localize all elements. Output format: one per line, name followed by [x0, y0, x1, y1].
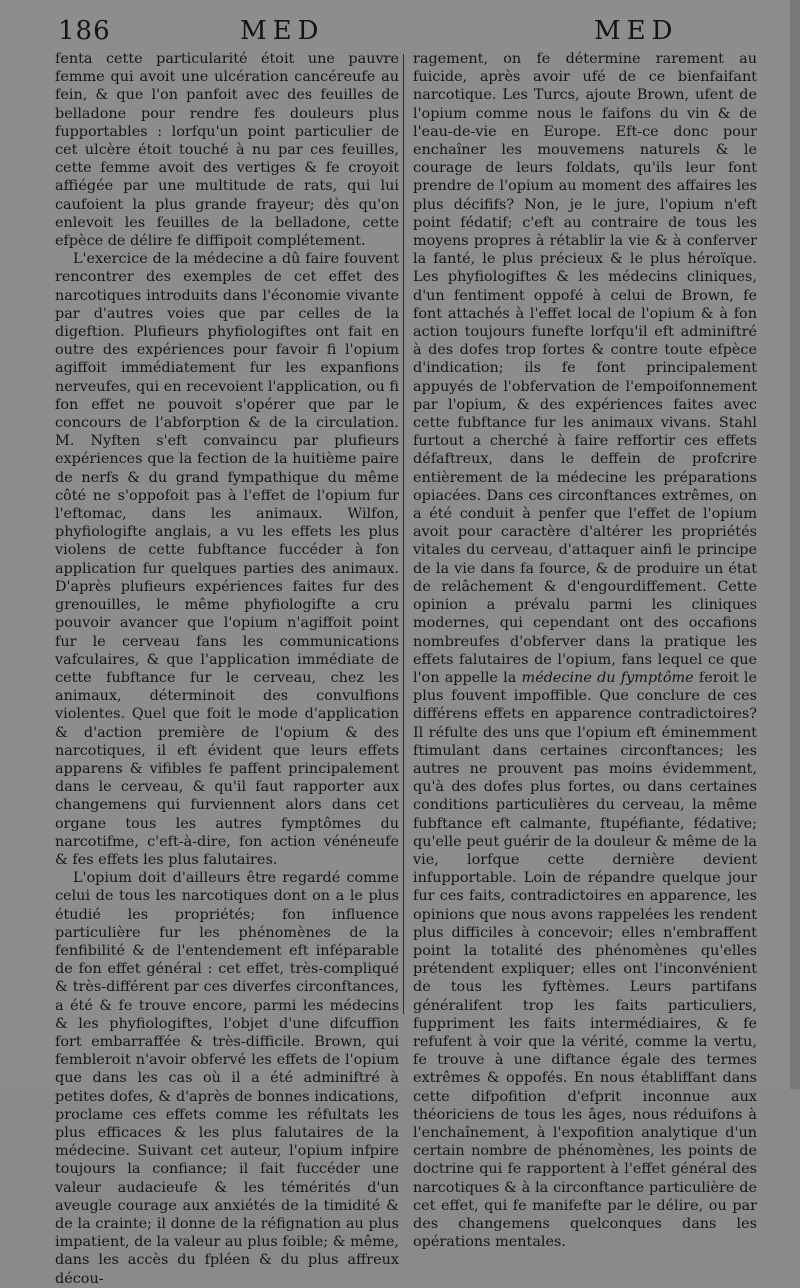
italic-term: médecine du fymptôme — [521, 669, 694, 686]
page-number: 186 — [58, 16, 111, 46]
paragraph-text: ragement, on fe détermine rarement au fuicide, après avoir ufé de ce bienfaifant narcotique. Les Turcs, ajoute Brown, ufent de l'opium comme nous le faifons du vin & de l'eau-de-vie en Europe. Eft-ce donc pour enchaîner les mouvemens naturels & le courage de leurs foldats, qu'ils leur font prendre de l'opium au moment des affaires les plus décififs? Non, je le jure, l'opium n'eft point fédatif; c'eft au contraire de tous les moyens propres à rétablir la vie & à conferver la fanté, le plus précieux & le plus héroïque. Les phyfiologiftes & les médecins cliniques, d'un fentiment oppofé à celui de Brown, fe font attachés à l'effet local de l'opium & à fon action toujours funefte lorfqu'il eft adminiftré à des dofes trop fortes & contre toute efpèce d'indication; ils fe font principalement appuyés de l'obfervation de l'empoifonnement par l'opium, & des expériences faites avec cette fubftance fur les animaux vivans. Stahl furtout a cherché à faire reffortir ces effets défaftreux, dans le deffein de profcrire entièrement de la médecine les préparations opiacées. Dans ces circonftances extrêmes, on a été conduit à penfer que l'effet de l'opium avoit pour caractère d'altérer les propriétés vitales du cerveau, d'attaquer ainfi le principe de la vie dans fa fource, & de produire un état de relâchement & d'engourdiffement. Cette opinion a prévalu parmi les cliniques modernes, qui cependant ont des occafions nombreufes d'obferver dans la pratique les effets falutaires de l'opium, fans lequel ce que l'on appelle la — [413, 51, 757, 686]
text-columns — [55, 50, 790, 1287]
left-column — [55, 50, 399, 1288]
page-header — [50, 14, 770, 50]
paragraph — [413, 50, 757, 1251]
page-edge — [790, 0, 800, 1089]
column-divider — [403, 54, 404, 1014]
paragraph: L'exercice de la médecine a dû faire fouvent rencontrer des exemples de cet effet des narcotiques introduits dans l'économie vivante par d'autres voies que par celles de la digeftion. Plufieurs phyfiologiftes ont fait en outre des expériences pour favoir fi l'opium agiffoit immédiatement fur les expanfions nerveufes, qui en recevoient l'application, ou fi fon effet ne pouvoit s'opérer que par le concours de l'abforption & de la circulation. M. Nyften s'eft convaincu par plufieurs expériences que la fection de la huitième paire de nerfs & du grand fympathique du même côté ne s'oppofoit pas à l'effet de l'opium fur l'eftomac, dans les animaux. Wilfon, phyfiologifte anglais, a vu les effets les plus violens de cette fubftance fuccéder à fon application fur quelques parties des animaux. D'après plufieurs expériences faites fur des grenouilles, le même phyfiologifte a cru pouvoir avancer que l'opium n'agiffoit point fur le cerveau fans les communications vafculaires, & que l'application immédiate de cette fubftance fur le cerveau, chez les animaux, déterminoit des convulfions violentes. Quel que foit le mode d'application & d'action première de l'opium & des narcotiques, il eft évident que leurs effets apparens & vifibles fe paffent principalement dans le cerveau, & qu'il faut rapporter aux changemens qui furviennent alors dans cet organe tous les autres fymptômes du narcotifme, c'eft-à-dire, fon action vénéneufe & fes effets les plus falutaires. — [55, 251, 399, 868]
paragraph: L'opium doit d'ailleurs être regardé comme celui de tous les narcotiques dont on a le plus étudié les propriétés; fon influence particulière fur les phénomènes de la fenfibilité & de l'entendement eft inféparable de fon effet général : cet effet, très-compliqué & très-différent par ces diverfes circonftances, a été & fe trouve encore, parmi les médecins & les phyfiologiftes, l'objet d'une difcuffion fort embarraffée & très-difficile. Brown, qui fembleroit n'avoir obfervé les effets de l'opium que dans les cas où il a été adminiftré à petites dofes, & d'après de bonnes indications, proclame ces effets comme les réfultats les plus efficaces & les plus falutaires de la médecine. Suivant cet auteur, l'opium infpire toujours la confiance; il fait fuccéder une valeur audacieufe & les témérités d'un aveugle courage aux anxiétés de la timidité & de la crainte; il donne de la réfignation au plus impatient, de la valeur au plus foible; & même, dans les accès du fpléen & du plus affreux décou- — [55, 870, 399, 1287]
running-head-left: MED — [240, 16, 325, 46]
paragraph: fenta cette particularité étoit une pauvre femme qui avoit une ulcération cancéreufe au fein, & que l'on panfoit avec des feuilles de belladone pour rendre fes douleurs plus fupportables : lorfqu'un point particulier de cet ulcère étoit touché à nu par ces feuilles, cette femme avoit des vertiges & fe croyoit affiégée par une multitude de rats, qui lui caufoient la plus grande frayeur; dès qu'on enlevoit les feuilles de la belladone, cette efpèce de délire fe diffipoit complétement. — [55, 51, 399, 250]
right-column — [413, 50, 757, 1251]
paragraph-text: feroit le plus fouvent impoffible. Que conclure de ces différens effets en apparence contradictoires? Il réfulte des uns que l'opium eft éminemment ftimulant dans certaines circonftances; les autres ne prouvent pas moins évidemment, qu'à des dofes plus fortes, ou dans certaines conditions particulières du cerveau, la même fubftance eft calmante, ftupéfiante, fédative; qu'elle peut guérir de la douleur & même de la vie, lorfque cette dernière devient infupportable. Loin de répandre quelque jour fur ces faits, contradictoires en apparence, les opinions que nous avons rappelées les rendent plus difficiles à concevoir; elles n'embraffent point la totalité des phénomènes qu'elles prétendent expliquer; elles ont l'inconvénient de tous les fyftèmes. Leurs partifans généralifent trop les faits particuliers, fuppriment les faits intermédiaires, & fe refufent à voir que la vérité, comme la vertu, fe trouve à une diftance égale des termes extrêmes & oppofés. En nous établiffant dans cette difpofition d'efprit inconnue aux théoriciens de tous les âges, nous réduifons à l'enchaînement, à l'expofition analytique d'un certain nombre de phénomènes, les points de doctrine qui fe rapportent à l'effet général des narcotiques & à la circonftance particulière de cet effet, qui fe manifefte par le délire, ou par des changemens quelconques dans les opérations mentales. — [413, 669, 758, 1251]
running-head-right: MED — [594, 16, 679, 46]
